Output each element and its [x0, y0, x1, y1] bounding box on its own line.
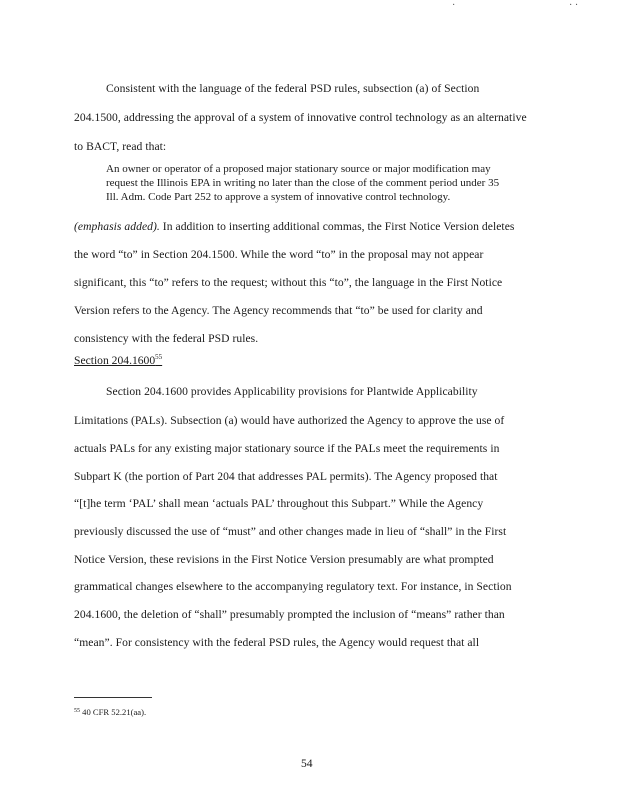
footnote: [74, 707, 146, 717]
scan-speck-mark: · ·: [569, 0, 579, 11]
footnote-divider: [74, 697, 152, 698]
paragraph-line: Consistent with the language of the federal PSD rules, subsection (a) of Section: [106, 82, 480, 95]
paragraph-line: Limitations (PALs). Subsection (a) would have authorized the Agency to approve the use of: [74, 414, 505, 427]
paragraph-line: 204.1500, addressing the approval of a system of innovative control technology as an alternative: [74, 111, 527, 124]
paragraph-line: actuals PALs for any existing major stationary source if the PALs meet the requirements in: [74, 442, 500, 455]
quote-line: An owner or operator of a proposed major stationary source or major modification may: [106, 163, 491, 175]
quote-line: Ill. Adm. Code Part 252 to approve a system of innovative control technology.: [106, 191, 451, 203]
paragraph-line: significant, this “to” refers to the request; without this “to”, the language in the First Notice: [74, 276, 503, 289]
paragraph-line: “mean”. For consistency with the federal PSD rules, the Agency would request that all: [74, 636, 480, 649]
paragraph-line: Section 204.1600 provides Applicability provisions for Plantwide Applicability: [106, 385, 478, 398]
paragraph-line: consistency with the federal PSD rules.: [74, 332, 259, 345]
paragraph-line: 204.1600, the deletion of “shall” presumably prompted the inclusion of “means” rather than: [74, 608, 505, 621]
paragraph-line: “[t]he term ‘PAL’ shall mean ‘actuals PAL’ throughout this Subpart.” While the Agency: [74, 497, 484, 510]
footnote-text: 40 CFR 52.21(aa).: [80, 707, 147, 717]
footnote-number: 55: [74, 708, 80, 714]
section-heading: [74, 353, 162, 367]
emphasis-note: (emphasis added).: [74, 220, 160, 233]
paragraph-line: Version refers to the Agency. The Agency recommends that “to” be used for clarity and: [74, 304, 483, 317]
section-heading-text: Section 204.1600: [74, 354, 156, 367]
scan-speck-mark: ·: [452, 0, 456, 11]
paragraph-line: previously discussed the use of “must” and other changes made in lieu of “shall” in the First: [74, 525, 507, 538]
page-number: 54: [301, 757, 313, 770]
paragraph-line: the word “to” in Section 204.1500. While the word “to” in the proposal may not appear: [74, 248, 484, 261]
paragraph-line: [74, 220, 514, 234]
paragraph-line: to BACT, read that:: [74, 140, 167, 153]
footnote-ref: 55: [155, 353, 163, 361]
paragraph-line: Notice Version, these revisions in the First Notice Version presumably are what prompted: [74, 553, 494, 566]
paragraph-line-rest: In addition to inserting additional commas, the First Notice Version deletes: [159, 220, 515, 233]
paragraph-line: Subpart K (the portion of Part 204 that addresses PAL permits). The Agency proposed that: [74, 470, 498, 483]
quote-line: request the Illinois EPA in writing no later than the close of the comment period under 35: [106, 177, 500, 189]
paragraph-line: grammatical changes elsewhere to the accompanying regulatory text. For instance, in Section: [74, 580, 512, 593]
